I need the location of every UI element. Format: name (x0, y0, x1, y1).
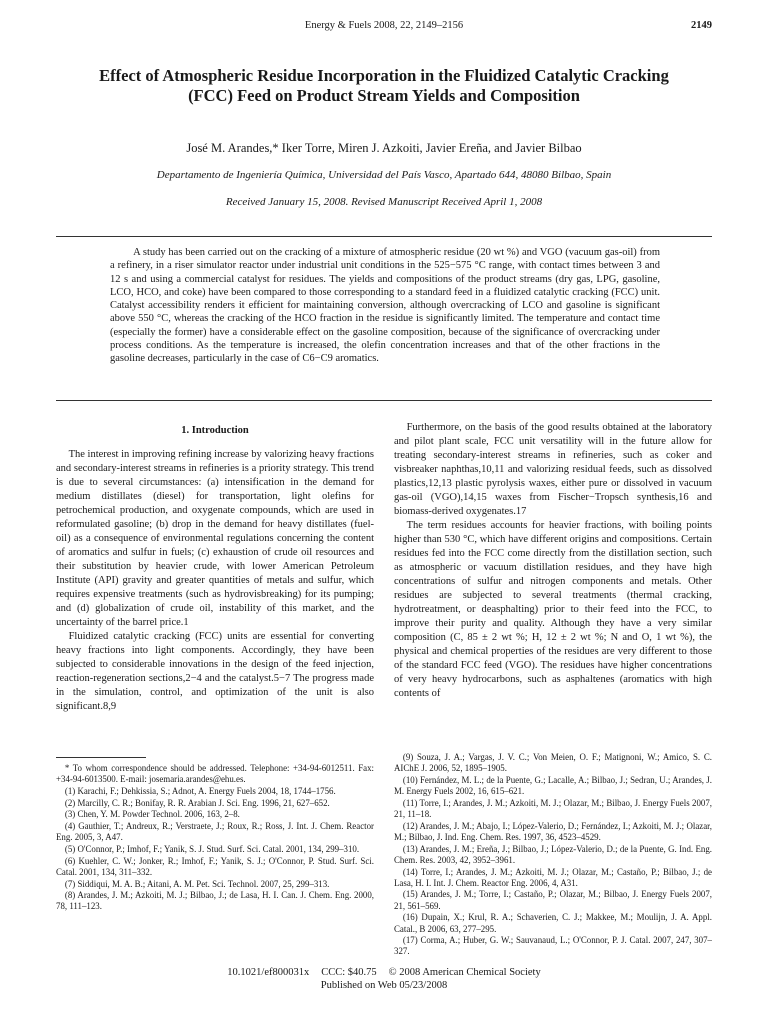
reference: (1) Karachi, F.; Dehkissia, S.; Adnot, A. Energy Fuels 2004, 18, 1744–1756. (64, 785, 336, 796)
section-heading: 1. Introduction (181, 425, 249, 436)
reference: (17) Corma, A.; Huber, G. W.; Sauvanaud, L.; O'Connor, P. J. Catal. 2007, 247, 307–327. (394, 935, 712, 957)
reference: (14) Torre, I.; Arandes, J. M.; Azkoiti, M. J.; Olazar, M.; Castaño, P.; Bilbao, J.; de Lasa, H. I. Int. J. Chem. Reactor Eng. 2006, 4, A31. (394, 866, 712, 888)
reference: (7) Siddiqui, M. A. B.; Aitani, A. M. Pet. Sci. Technol. 2007, 25, 299–313. (64, 878, 330, 889)
left-column (56, 424, 374, 714)
top-rule (56, 236, 712, 237)
reference: (10) Fernández, M. L.; de la Puente, G.; Lacalle, A.; Bilbao, J.; Sedran, U.; Arandes, J. M. Energy Fuels 2002, 16, 615–621. (394, 774, 712, 797)
abstract: A study has been carried out on the cracking of a mixture of atmospheric residue (20 wt %) and VGO (vacuum gas-oil) from a refinery, in a riser simulator reactor under industrial unit conditions in the 525−575 °C range, with contact times between 3 and 12 s and using a commercial catalyst for residues. The yields and compositions of the product streams (dry gas, LPG, gasoline, LCO, HCO, and coke) have been compared to those corresponding to a standard feed in a fluidized catalytic cracking (FCC) unit. Catalyst accessibility renders it efficient for maintaining conversion, although overcracking of LCO and gasoline is significant above 550 °C, whereas the cracking of the HCO fraction in the residue is significantly limited. The temperature and contact time (especially the former) have a considerable effect on the gasoline composition, because of the significance of overcracking under process conditions. As the temperature is increased, the olefin concentration increases and that of the other fractions in the gasoline decreases, particularly in the case of C6−C9 aromatics. (110, 247, 660, 365)
body-paragraph: Furthermore, on the basis of the good results obtained at the laboratory and pilot plant scale, FCC unit versatility will in the future allow for treating secondary-interest streams in refineries, such as coker and visbreaker naphthas,10,11 and valorizing residual feeds, such as dissolved plastics,12,13 plastic pyrolysis waxes, either pure or dissolved in vacuum gas-oil (VGO),14,15 waxes from Fischer−Tropsch synthesis,16 and biomass-derived oxygenates.17 (394, 422, 712, 517)
reference: (13) Arandes, J. M.; Ereña, J.; Bilbao, J.; López-Valerio, D.; de la Puente, G. Ind. Eng. Chem. Res. 2003, 42, 3952–3961. (394, 843, 712, 865)
ccc-price: CCC: $40.75 (321, 967, 377, 978)
right-column (394, 421, 712, 701)
reference: (5) O'Connor, P.; Imhof, F.; Yanik, S. J. Stud. Surf. Sci. Catal. 2001, 134, 299–310. (64, 843, 360, 854)
reference: (3) Chen, Y. M. Powder Technol. 2006, 163, 2–8. (64, 809, 240, 820)
footnote-rule (56, 757, 146, 758)
received-dates: Received January 15, 2008. Revised Manuscript Received April 1, 2008 (225, 196, 543, 208)
author-list: José M. Arandes,* Iker Torre, Miren J. Azkoiti, Javier Ereña, and Javier Bilbao (186, 141, 582, 155)
doi[interactable]: 10.1021/ef800031x (227, 967, 310, 978)
publication-date: Published on Web 05/23/2008 (320, 980, 448, 991)
reference: (6) Kuehler, C. W.; Jonker, R.; Imhof, F.; Yanik, S. J.; O'Connor, P. Stud. Surf. Sci. Catal. 2001, 134, 311–332. (56, 855, 374, 877)
reference: (16) Dupain, X.; Krul, R. A.; Schaverien, C. J.; Makkee, M.; Moulijn, J. A. Appl. Catal., B 2006, 63, 277–295. (394, 912, 712, 934)
page-footer (56, 966, 712, 992)
page-number: 2149 (691, 20, 712, 31)
article-title: Effect of Atmospheric Residue Incorporation in the Fluidized Catalytic Cracking (FCC) Feed on Product Stream Yields and Composition (99, 66, 669, 105)
reference: (8) Arandes, J. M.; Azkoiti, M. J.; Bilbao, J.; de Lasa, H. I. Can. J. Chem. Eng. 2000, 78, 111–123. (56, 890, 374, 912)
footnotes-left (56, 757, 374, 913)
footnotes-right (394, 752, 712, 958)
abstract-bottom-rule (56, 400, 712, 401)
running-header (56, 20, 712, 36)
footnote: * To whom correspondence should be addressed. Telephone: +34-94-6012511. Fax: +34-94-6013500. E-mail: josemaria.arandes@ehu.es. (56, 763, 374, 785)
reference: (4) Gauthier, T.; Andreux, R.; Verstraete, J.; Roux, R.; Ross, J. Int. J. Chem. Reactor Eng. 2005, 3, A47. (56, 821, 374, 843)
body-paragraph: Fluidized catalytic cracking (FCC) units are essential for converting heavy fractions into light components. Accordingly, they have been subjected to considerable innovations in the design of the feed injection, reaction-regeneration sections,2−4 and the catalyst.5−7 The progress made in the simulation, control, and optimization of the unit is also significant.8,9 (56, 631, 374, 712)
body-paragraph: The term residues accounts for heavier fractions, with boiling points higher than 530 °C, which have different origins and compositions. Certain residues fed into the FCC come directly from the distillation section, such as atmospheric or vacuum distillation residues, and they have high concentrations of sulfur and nitrogen components and metals. Other residues are subjected to several treatments (thermal cracking, hydrotreatment, or deasphalting) prior to their feed into the FCC, to improve their purity and quality. Although they have a very similar composition (C, 85 ± 2 wt %; H, 12 ± 2 wt %; N and O, 1 wt %), the physical and chemical properties of the residues are very different to those of the standard FCC feed (VGO). The residues have higher concentrations of very heavy hydrocarbons, such as asphaltenes (aromatics with high contents of (394, 520, 712, 699)
reference: (15) Arandes, J. M.; Torre, I.; Castaño, P.; Olazar, M.; Bilbao, J. Energy Fuels 2007, 21, 561–569. (394, 889, 712, 911)
reference: (12) Arandes, J. M.; Abajo, I.; López-Valerio, D.; Fernández, I.; Azkoiti, M. J.; Olazar, M.; Bilbao, J. Ind. Eng. Chem. Res. 1997, 36, 4523–4529. (394, 820, 712, 842)
journal-citation: Energy & Fuels 2008, 22, 2149–2156 (304, 20, 464, 31)
affiliation: Departamento de Ingeniería Química, Universidad del País Vasco, Apartado 644, 48080 Bilbao, Spain (156, 169, 612, 181)
body-paragraph: The interest in improving refining increase by valorizing heavy fractions and secondary-interest streams in refineries is a priority strategy. This trend is due to several circumstances: (a) intensification in the demand for medium distillates (diesel) for transportation, light olefins for petrochemical production, and oxygenate compounds, which are used in reformulated gasoline; (b) drop in the demand for heavy distillates (fuel-oil) as a consequence of environmental regulations concerning the content of aromatics and sulfur in fuels; (c) exhaustion of crude oil resources and their substitution by heavier crude, with lower American Petroleum Institute (API) gravity and greater quantities of metals and sulfur, which requires expensive treatments (such as hydrovisbreaking) for its pumping; and (d) globalization of crude oil, instability of this market, and the uncertainty of the barrel price.1 (56, 449, 374, 628)
reference: (2) Marcilly, C. R.; Bonifay, R. R. Arabian J. Sci. Eng. 1996, 21, 627–652. (64, 797, 330, 808)
reference: (11) Torre, I.; Arandes, J. M.; Azkoiti, M. J.; Olazar, M.; Bilbao, J. Energy Fuels 2007, 21, 11–18. (394, 797, 712, 820)
copyright: © 2008 American Chemical Society (388, 967, 541, 978)
reference: (9) Souza, J. A.; Vargas, J. V. C.; Von Meien, O. F.; Matignoni, W.; Amico, S. C. AIChE J. 2006, 52, 1895–1905. (394, 752, 712, 774)
